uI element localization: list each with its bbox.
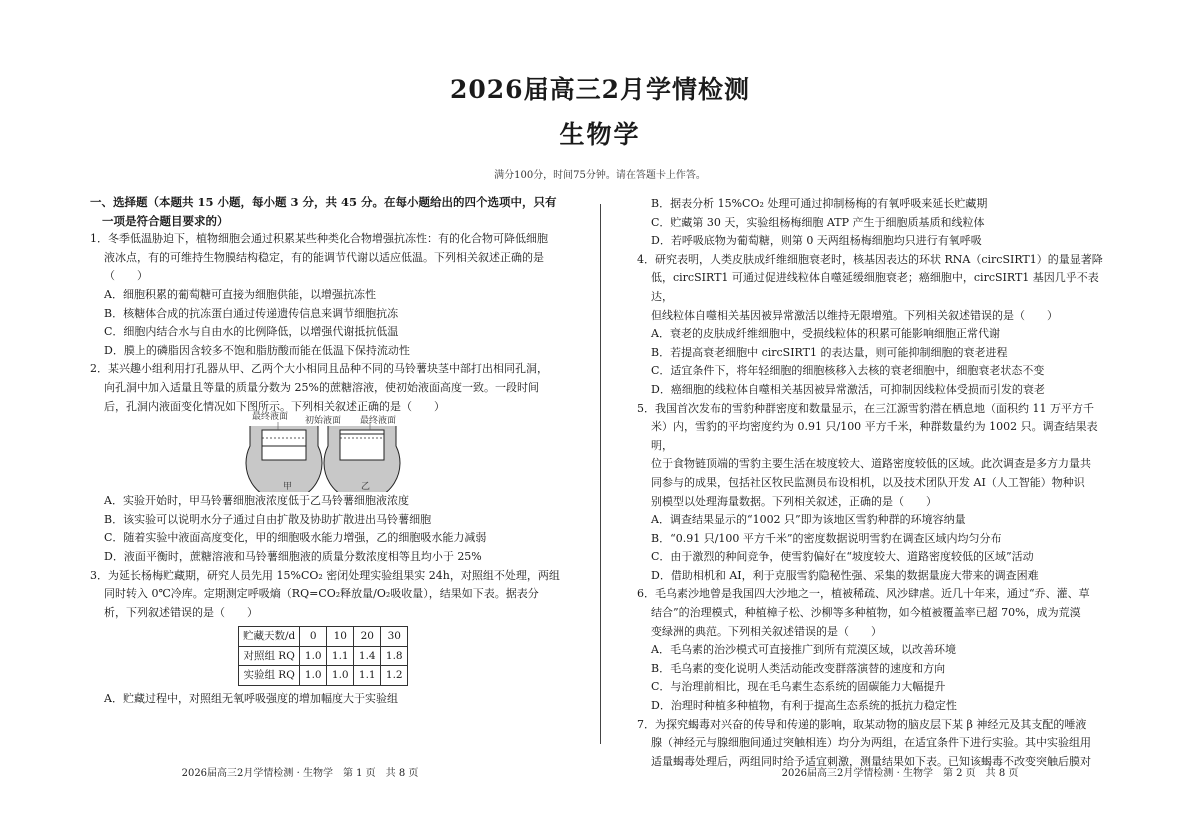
option-a: A．贮藏过程中，对照组无氧呼吸强度的增加幅度大于实验组 [104,692,398,706]
option-a: A．调查结果显示的“1002 只”即为该地区雪豹种群的环境容纳量 [651,513,966,527]
option-a: A．衰老的皮肤成纤维细胞中，受损线粒体的积累可能影响细胞正常代谢 [651,327,1000,341]
question-stem-line: 5．我国首次发布的雪豹种群密度和数量显示，在三江源雪豹潜在栖息地（面积约 11 万平方千 [637,401,1094,415]
option-b: B．“0.91 只/100 平方千米”的密度数据说明雪豹在调查区域内均匀分布 [651,531,1002,545]
question-stem-line: 结合”的治理模式，种植樟子松、沙柳等多种植物，如今植被覆盖率已超 70%，成为荒漠 [651,606,1081,620]
question-stem-line: 同时转入 0℃冷库。定期测定呼吸熵（RQ=CO₂释放量/O₂吸收量），结果如下表。据表分 [104,587,539,601]
option-b: B．据表分析 15%CO₂ 处理可通过抑制杨梅的有氧呼吸来延长贮藏期 [651,197,988,210]
question-stem-line: 向孔洞中加入适量且等量的质量分数为 25%的蔗糖溶液，使初始液面高度一致。一段时间 [104,380,539,394]
question-stem-line: 3．为延长杨梅贮藏期，研究人员先用 15%CO₂ 密闭处理实验组果实 24h，对照组不处理，两组 [90,568,560,582]
question-stem-line: 适量蝎毒处理后，两组同时给予适宜刺激，测量结果如下表。已知该蝎毒不改变突触后膜对 [651,754,1091,768]
section-heading-line2: 一项是符合题目要求的） [102,213,229,228]
label-initial: 初始液面 [305,416,342,427]
question-stem-line: 变绿洲的典范。下列相关叙述错误的是（ ） [651,624,882,638]
question-stem-line: 液冰点，有的可维持生物膜结构稳定，有的能调节代谢以适应低温。下列相关叙述正确的是 [104,250,544,264]
table-cell: 1.0 [300,646,327,666]
question-stem-line: 7．为探究蝎毒对兴奋的传导和传递的影响，取某动物的脑皮层下某 β 神经元及其支配的唾液 [637,717,1087,731]
table-cell: 30 [381,627,408,647]
table-cell: 0 [300,627,327,647]
option-d: D．若呼吸底物为葡萄糖，则第 0 天两组杨梅细胞均只进行有氧呼吸 [651,234,982,248]
rq-table [238,626,408,686]
option-c: C．细胞内结合水与自由水的比例降低，以增强代谢抵抗低温 [104,325,399,339]
label-final-right: 最终液面 [360,416,397,427]
table-cell: 1.1 [354,666,381,686]
potato-figure [90,412,568,493]
question-stem-line: 别模型以处理海量数据。下列相关叙述，正确的是（ ） [651,494,937,508]
option-d: D．借助相机和 AI，利于克服雪豹隐秘性强、采集的数据量庞大带来的调查困难 [651,568,1039,582]
question-5 [637,400,1117,586]
question-3 [90,567,568,709]
section-heading [90,193,568,230]
question-3-continued [637,195,1117,251]
question-stem-line: 析，下列叙述错误的是（ ） [104,605,258,619]
option-a: A．实验开始时，甲马铃薯细胞液浓度低于乙马铃薯细胞液浓度 [104,494,409,508]
question-stem-line: 4．研究表明，人类皮肤成纤维细胞衰老时，核基因表达的环状 RNA（circSIRT1）的量显著降 [637,252,1103,266]
table-cell: 1.8 [381,646,408,666]
table-cell: 1.0 [300,666,327,686]
question-stem-line: 同参与的成果，包括社区牧民监测员布设相机，以及技术团队开发 AI（人工智能）物种识 [651,475,1085,489]
table-cell: 1.4 [354,646,381,666]
option-b: B．毛乌素的变化说明人类活动能改变群落演替的速度和方向 [651,661,946,675]
label-yi: 乙 [361,482,371,493]
section-heading-line1: 一、选择题（本题共 15 小题，每小题 3 分，共 45 分。在每小题给出的四个选项中，只有 [90,195,557,209]
question-stem-line: （ ） [104,269,148,283]
question-2 [90,360,568,566]
option-b: B．核糖体合成的抗冻蛋白通过传递遗传信息来调节细胞抗冻 [104,306,399,320]
question-stem-line: 腺（神经元与腺细胞间通过突触相连）均分为两组，在适宜条件下进行实验。其中实验组用 [651,736,1091,750]
question-stem-line: 米）内，雪豹的平均密度约为 0.91 只/100 平方千米，种群数量约为 1002 只。调查结果表明， [651,420,1098,452]
right-column [637,195,1117,771]
option-d: D．癌细胞的线粒体自噬相关基因被异常激活，可抑制因线粒体受损而引发的衰老 [651,382,1045,396]
question-stem-line: 6．毛乌素沙地曾是我国四大沙地之一，植被稀疏、风沙肆虐。近几十年来，通过“乔、灌、草 [637,587,1090,601]
option-a: A．毛乌素的治沙模式可直接推广到所有荒漠区域，以改善环境 [651,643,956,657]
table-cell: 1.2 [381,666,408,686]
question-stem-line: 1．冬季低温胁迫下，植物细胞会通过积累某些种类化合物增强抗冻性：有的化合物可降低细胞 [90,232,548,246]
exam-note: 满分100分，时间75分钟。请在答题卡上作答。 [494,170,706,181]
question-stem-line: 但线粒体自噬相关基因被异常激活以维持无限增殖。下列相关叙述错误的是（ ） [651,308,1058,322]
question-1 [90,230,568,360]
option-a: A．细胞积累的葡萄糖可直接为细胞供能，以增强抗冻性 [104,287,376,301]
question-stem-line: 2．某兴趣小组利用打孔器从甲、乙两个大小相同且品种不同的马铃薯块茎中部打出相同孔洞， [90,362,548,376]
table-cell: 贮藏天数/d [239,627,300,647]
table-cell: 10 [327,627,354,647]
table-cell: 实验组 RQ [239,666,300,686]
left-column [90,193,568,709]
label-final-left: 最终液面 [252,412,289,423]
question-stem-line: 位于食物链顶端的雪豹主要生活在坡度较大、道路密度较低的区域。此次调查是多方力量共 [651,457,1091,471]
option-c: C．由于激烈的种间竞争，使雪豹偏好在“坡度较大、道路密度较低的区域”活动 [651,550,1034,564]
question-6 [637,585,1117,715]
table-cell: 1.1 [327,646,354,666]
table-cell: 对照组 RQ [239,646,300,666]
option-b: B．该实验可以说明水分子通过自由扩散及协助扩散进出马铃薯细胞 [104,512,432,526]
label-jia: 甲 [283,482,293,493]
table-row [239,666,408,686]
footer-page-2: 2026届高三2月学情检测 · 生物学 第 2 页 共 8 页 [781,768,1019,779]
option-d: D．治理时种植多种植物，有利于提高生态系统的抵抗力稳定性 [651,699,957,713]
table-row [239,646,408,666]
footer-page-1: 2026届高三2月学情检测 · 生物学 第 1 页 共 8 页 [181,768,419,779]
table-cell: 1.0 [327,666,354,686]
option-b: B．若提高衰老细胞中 circSIRT1 的表达量，则可能抑制细胞的衰老进程 [651,345,1008,359]
option-c: C．适宜条件下，将年轻细胞的细胞核移入去核的衰老细胞中，细胞衰老状态不变 [651,364,1045,378]
question-stem-line: 低，circSIRT1 可通过促进线粒体自噬延缓细胞衰老；癌细胞中，circSIRT1 基因几乎不表达， [651,271,1099,303]
exam-title: 2026届高三2月学情检测 [450,75,750,104]
option-c: C．与治理前相比，现在毛乌素生态系统的固碳能力大幅提升 [651,680,946,694]
subject-title: 生物学 [559,120,641,149]
option-c: C．随着实验中液面高度变化，甲的细胞吸水能力增强，乙的细胞吸水能力减弱 [104,531,487,545]
table-row [239,627,408,647]
question-stem-line: 后，孔洞内液面变化情况如下图所示。下列相关叙述正确的是（ ） [104,399,445,413]
column-divider [600,204,601,744]
option-d: D．膜上的磷脂因含较多不饱和脂肪酸而能在低温下保持流动性 [104,343,410,357]
table-cell: 20 [354,627,381,647]
option-d: D．液面平衡时，蔗糖溶液和马铃薯细胞液的质量分数浓度相等且均小于 25% [104,549,482,563]
option-c: C．贮藏第 30 天，实验组杨梅细胞 ATP 产生于细胞质基质和线粒体 [651,215,985,229]
question-4 [637,251,1117,400]
